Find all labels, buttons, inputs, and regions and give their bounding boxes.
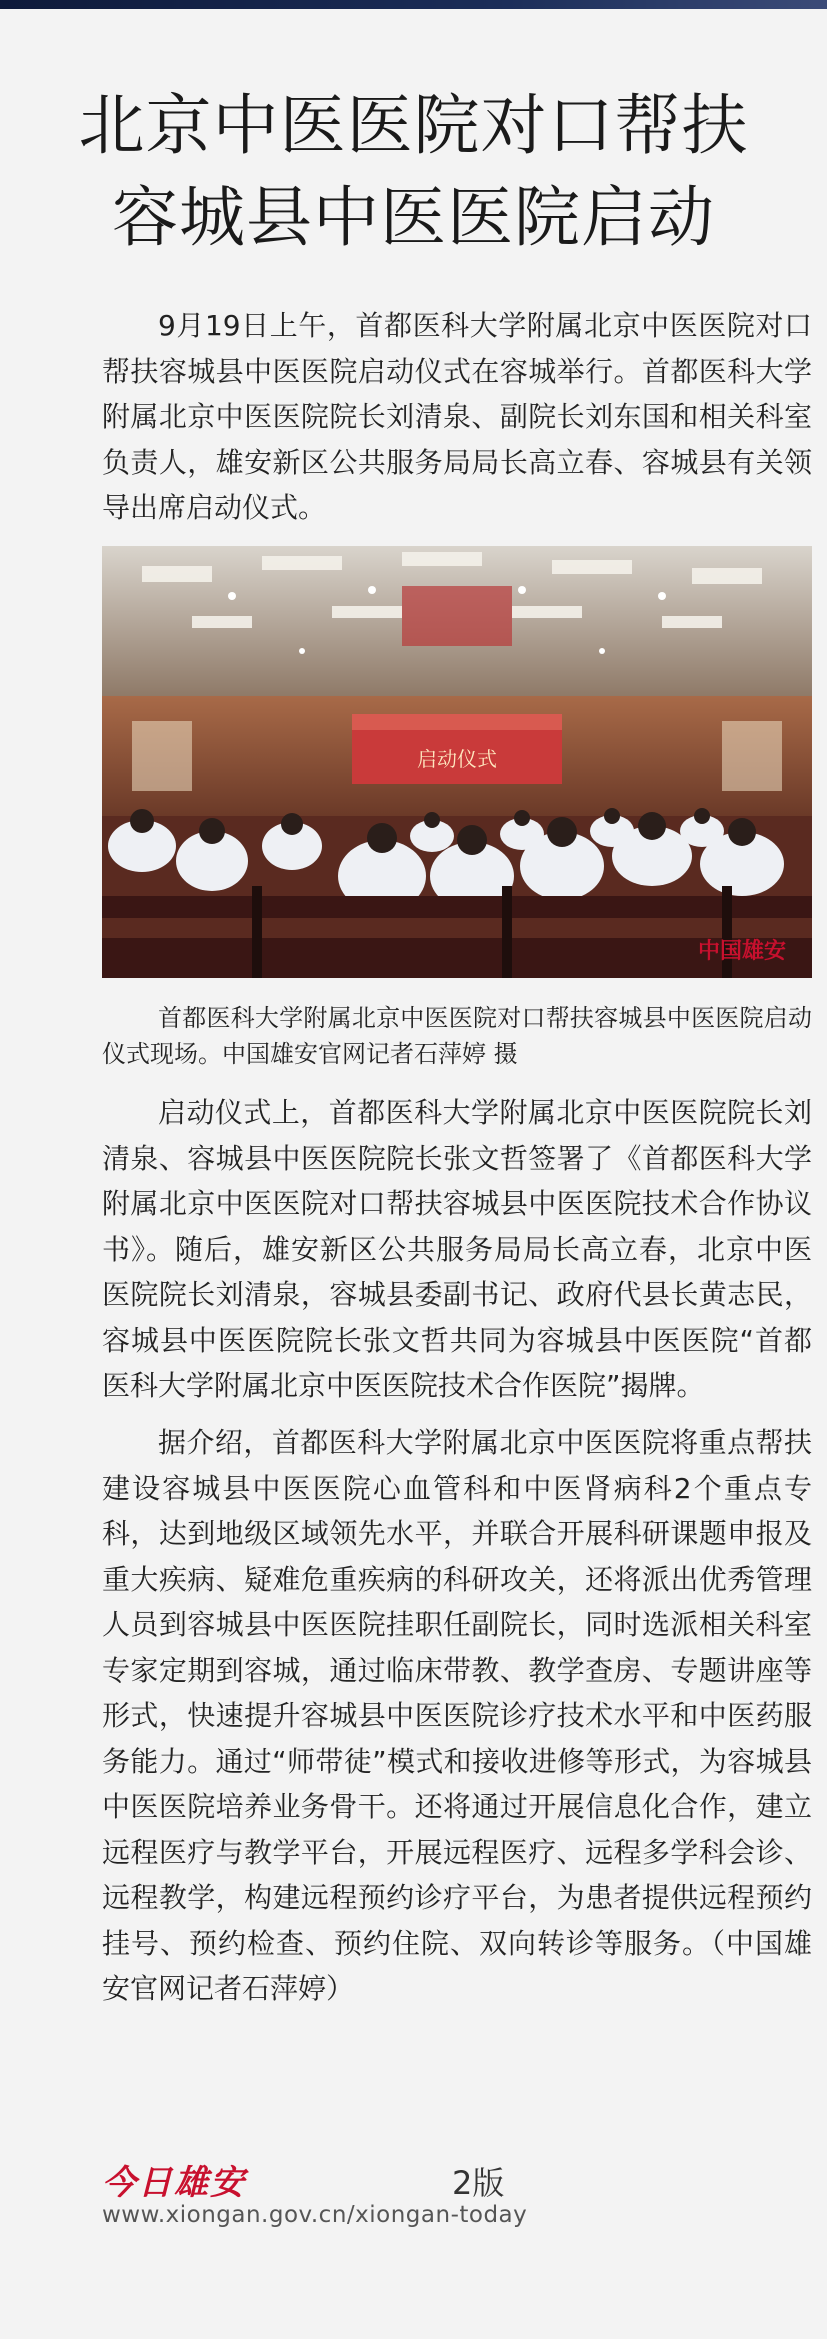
headline-line-2: 容城县中医医院启动 [112,179,715,256]
article-paragraph-2: 启动仪式上，首都医科大学附属北京中医医院院长刘清泉、容城县中医医院院长张文哲签署了《首都医科大学附属北京中医医院对口帮扶容城县中医医院技术合作协议书》。随后，雄安新区公共服务局局长高立春，北京中医医院院长刘清泉，容城县委副书记、政府代县长黄志民，容城县中医医院院长张文哲共同为容城县中医医院“首都医科大学附属北京中医医院技术合作医院”揭牌。 [102,1096,812,1402]
article-paragraph-3: 据介绍，首都医科大学附属北京中医医院将重点帮扶建设容城县中医医院心血管科和中医肾病科2个重点专科，达到地级区域领先水平，并联合开展科研课题申报及重大疾病、疑难危重疾病的科研攻关，还将派出优秀管理人员到容城县中医医院挂职任副院长，同时选派相关科室专家定期到容城，通过临床带教、教学查房、专题讲座等形式，快速提升容城县中医医院诊疗技术水平和中医药服务能力。通过“师带徒”模式和接收进修等形式，为容城县中医医院培养业务骨干。还将通过开展信息化合作，建立远程医疗与教学平台，开展远程医疗、远程多学科会诊、远程教学，构建远程预约诊疗平台，为患者提供远程预约挂号、预约检查、预约住院、双向转诊等服务。（中国雄安官网记者石萍婷） [102,1426,812,2005]
footer-brand-logo: 今日雄安 [102,2163,246,2203]
top-accent-bar [0,0,827,9]
photo-banner-text: 启动仪式 [417,747,497,771]
footer-url[interactable]: www.xiongan.gov.cn/xiongan-today [102,2202,528,2228]
event-photo-illustration [102,546,812,978]
article-paragraph-1: 9月19日上午，首都医科大学附属北京中医医院对口帮扶容城县中医医院启动仪式在容城举行。首都医科大学附属北京中医医院院长刘清泉、副院长刘东国和相关科室负责人，雄安新区公共服务局局长高立春、容城县有关领导出席启动仪式。 [102,309,812,524]
photo-caption: 首都医科大学附属北京中医医院对口帮扶容城县中医医院启动仪式现场。中国雄安官网记者石萍婷 摄 [102,1004,812,1068]
headline-line-1: 北京中医医院对口帮扶 [78,87,749,164]
edition-number: 2版 [452,2164,505,2202]
photo-watermark: 中国雄安 [697,938,787,964]
article-headline [60,80,767,264]
event-photo [102,546,812,978]
